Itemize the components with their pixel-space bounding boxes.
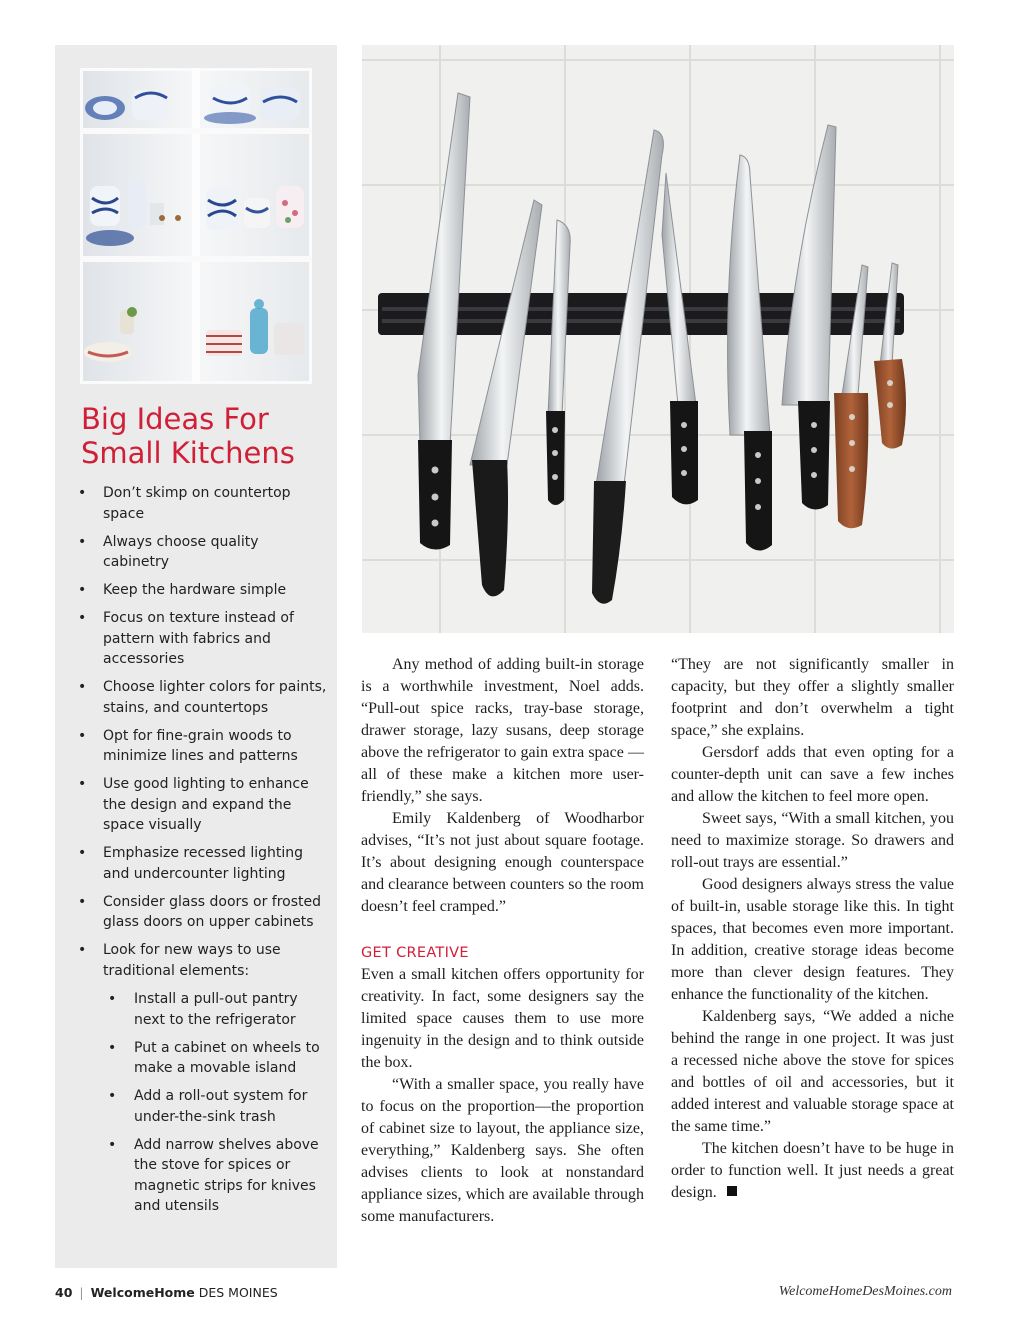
subtip-item: • Install a pull-out pantry next to the refrigerator [103,989,328,1030]
tip-item: • Always choose quality cabinetry [78,532,328,573]
subtip-item: • Put a cabinet on wheels to make a movable island [103,1038,328,1079]
footer-brand: WelcomeHome [90,1285,195,1300]
footer-separator: | [79,1285,84,1300]
article-paragraph: Even a small kitchen offers opportunity for creativity. In fact, some designers say the limited space causes them to use more ingenuity in the design and to think outside the box. [361,966,644,1071]
knife-rack-photo [362,45,954,633]
tip-item: • Choose lighter colors for paints, stains, and countertops [78,677,328,718]
page-number: 40 [55,1285,73,1300]
article-column-1 [361,654,644,1228]
article-paragraph: Gersdorf adds that even opting for a counter-depth unit can save a few inches and allow the kitchen to feel more open. [671,744,954,805]
article-paragraph: Emily Kaldenberg of Woodharbor advises, “It’s not just about square footage. It’s about designing enough counterspace and clearance between counters so the room doesn’t feel cramped.” [361,810,644,915]
sidebar-title [81,402,331,470]
article-paragraph: Sweet says, “With a small kitchen, you need to maximize storage. So drawers and roll-out trays are essential.” [671,810,954,871]
article-paragraph: Any method of adding built-in storage is a worthwhile investment, Noel adds. “Pull-out spice racks, tray-base storage, drawer storage, lazy susans, deep storage above the refrigerator to gain extra space —all of these make a kitchen more user-friendly,” she says. [361,656,644,805]
article-paragraph: Good designers always stress the value of built-in, usable storage like this. In tight spaces, that becomes even more important. In addition, creative storage ideas become more than clever design features. They enhance the functionality of the kitchen. [671,876,954,1003]
article-paragraph: “They are not significantly smaller in capacity, but they offer a slightly smaller footprint and don’t overwhelm a tight space,” she explains. [671,656,954,739]
article-final-paragraph [671,1138,954,1204]
footer-website: WelcomeHomeDesMoines.com [778,1284,952,1299]
footer-city: DES MOINES [198,1285,278,1300]
article-column-2 [671,654,954,1204]
subtip-item: • Add a roll-out system for under-the-sink trash [103,1086,328,1127]
tip-item-label: Look for new ways to use traditional elements: [103,942,281,979]
section-heading: GET CREATIVE [361,945,469,961]
china-cabinet-photo [80,68,312,384]
article-paragraph: “With a smaller space, you really have to focus on the proportion—the proportion of cabinet size to layout, the appliance size, everything,” Kaldenberg says. She often advises clients to look at nonstandard appliance sizes, which are available through some manufacturers. [361,1076,644,1225]
tip-item: • Keep the hardware simple [78,580,328,601]
tip-item: • Opt for fine-grain woods to minimize lines and patterns [78,726,328,767]
end-mark-square-icon [727,1186,737,1196]
article-paragraph: Kaldenberg says, “We added a niche behind the range in one project. It was just a recessed niche above the stove for spices and bottles of oil and accessories, but it added interest and valuable storage space at the same time.” [671,1008,954,1135]
tips-list [78,483,328,1224]
tip-item: • Focus on texture instead of pattern with fabrics and accessories [78,608,328,670]
tip-item: • Use good lighting to enhance the design and expand the space visually [78,774,328,836]
tip-item-traditional [78,940,328,1217]
sidebar-title-line1: Big Ideas For [81,402,269,436]
tip-item: • Don’t skimp on countertop space [78,483,328,524]
sidebar-title-line2: Small Kitchens [81,436,295,470]
article-paragraph-text: The kitchen doesn’t have to be huge in order to function well. It just needs a great design. [671,1140,954,1201]
tip-item: • Consider glass doors or frosted glass doors on upper cabinets [78,892,328,933]
subtips-list [103,989,328,1217]
subtip-item: • Add narrow shelves above the stove for spices or magnetic strips for knives and utensils [103,1135,328,1217]
tip-item: • Emphasize recessed lighting and undercounter lighting [78,843,328,884]
footer-folio [55,1285,278,1300]
